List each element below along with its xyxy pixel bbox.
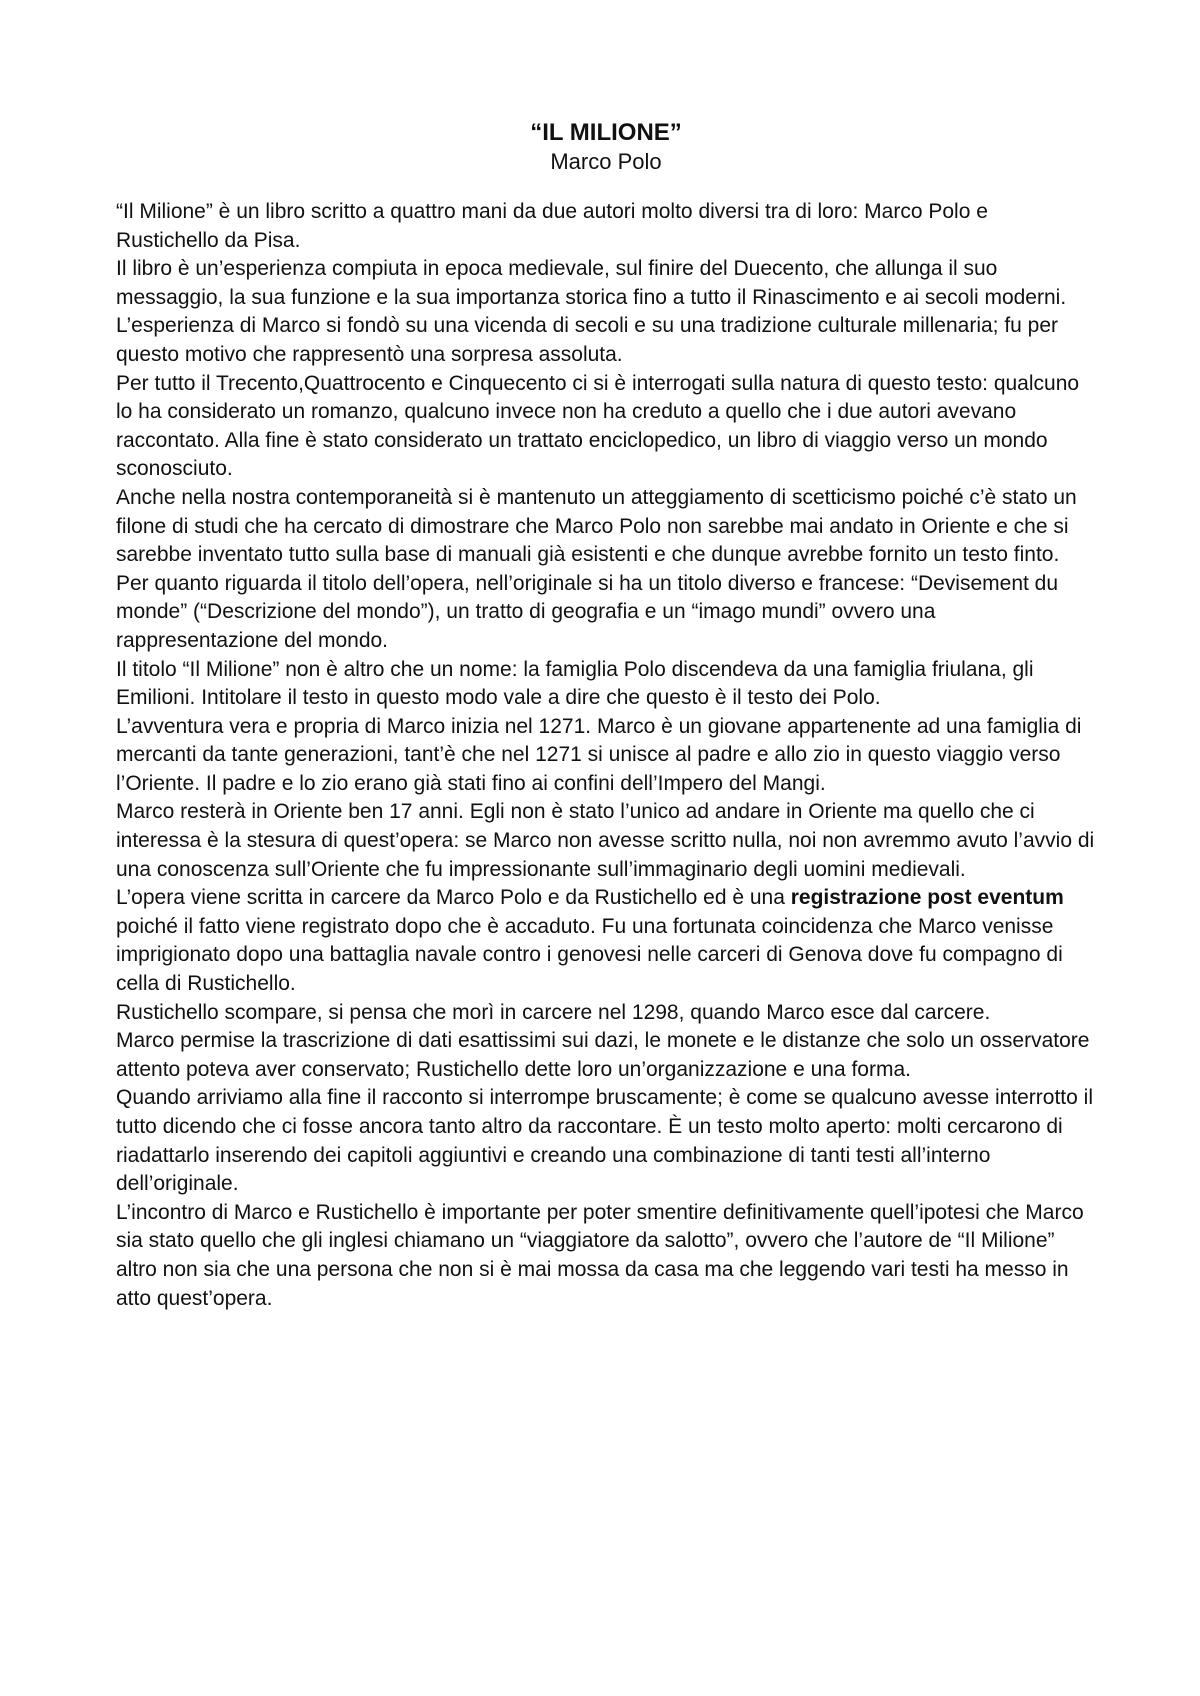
document-author: Marco Polo <box>550 149 662 174</box>
paragraph-with-bold <box>116 884 1096 998</box>
paragraph: Per tutto il Trecento,Quattrocento e Cinquecento ci si è interrogati sulla natura di questo testo: qualcuno lo ha considerato un romanzo, qualcuno invece non ha creduto a quello che i due autori avevano raccontato. Alla fine è stato considerato un trattato enciclopedico, un libro di viaggio verso un mondo sconosciuto. <box>116 371 1080 481</box>
paragraph: L’incontro di Marco e Rustichello è importante per poter smentire definitivamente quell’ipotesi che Marco sia stato quello che gli inglesi chiamano un “viaggiatore da salotto”, ovvero che l’autore de “Il Milione” altro non sia che una persona che non si è mai mossa da casa ma che leggendo vari testi ha messo in atto quest’opera. <box>116 1200 1084 1310</box>
paragraph: “Il Milione” è un libro scritto a quattro mani da due autori molto diversi tra di loro: Marco Polo e Rustichello da Pisa. <box>116 200 988 252</box>
paragraph: Il libro è un’esperienza compiuta in epoca medievale, sul finire del Duecento, che allunga il suo messaggio, la sua funzione e la sua importanza storica fino a tutto il Rinascimento e ai secoli moderni. <box>116 257 1067 309</box>
paragraph: Marco resterà in Oriente ben 17 anni. Egli non è stato l’unico ad andare in Oriente ma quello che ci interessa è la stesura di quest’opera: se Marco non avesse scritto nulla, noi non avremmo avuto l’avvio di una conoscenza sull’Oriente che fu impressionante sull’immaginario degli uomini medievali. <box>116 800 1095 881</box>
paragraph: Rustichello scompare, si pensa che morì in carcere nel 1298, quando Marco esce dal carcere. <box>116 1000 991 1024</box>
document-title: “IL MILIONE” <box>530 119 682 146</box>
paragraph: L’avventura vera e propria di Marco inizia nel 1271. Marco è un giovane appartenente ad una famiglia di mercanti da tante generazioni, tant’è che nel 1271 si unisce al padre e allo zio in questo viaggio verso l’Oriente. Il padre e lo zio erano già stati fino ai confini dell’Impero del Mangi. <box>116 714 1082 795</box>
paragraph: Quando arriviamo alla fine il racconto si interrompe bruscamente; è come se qualcuno avesse interrotto il tutto dicendo che ci fosse ancora tanto altro da raccontare. È un testo molto aperto: molti cercarono di riadattarlo inserendo dei capitoli aggiuntivi e creando una combinazione di tanti testi all’interno dell’originale. <box>116 1086 1093 1196</box>
bold-term: registrazione post eventum <box>790 886 1064 910</box>
paragraph: Il titolo “Il Milione” non è altro che un nome: la famiglia Polo discendeva da una famiglia friulana, gli Emilioni. Intitolare il testo in questo modo vale a dire che questo è il testo dei Polo. <box>116 657 1034 710</box>
paragraph: Anche nella nostra contemporaneità si è mantenuto un atteggiamento di scetticismo poiché c’è stato un filone di studi che ha cercato di dimostrare che Marco Polo non sarebbe mai andato in Oriente e che si sarebbe inventato tutto sulla base di manuali già esistenti e che dunque avrebbe fornito un testo finto. <box>116 485 1077 567</box>
paragraph-text-after: poiché il fatto viene registrato dopo che è accaduto. Fu una fortunata coincidenza che Marco venisse imprigionato dopo una battaglia navale contro i genovesi nelle carceri di Genova dove fu compagno di cella di Rustichello. <box>116 914 1063 996</box>
document-page <box>116 118 1096 1313</box>
paragraph: L’esperienza di Marco si fondò su una vicenda di secoli e su una tradizione culturale millenaria; fu per questo motivo che rappresentò una sorpresa assoluta. <box>116 314 1059 366</box>
paragraph-text-before: L’opera viene scritta in carcere da Marco Polo e da Rustichello ed è una <box>116 886 791 910</box>
paragraph: Marco permise la trascrizione di dati esattissimi sui dazi, le monete e le distanze che solo un osservatore attento poteva aver conservato; Rustichello dette loro un’organizzazione e una forma. <box>116 1029 1090 1081</box>
paragraph: Per quanto riguarda il titolo dell’opera, nell’originale si ha un titolo diverso e francese: “Devisement du monde” (“Descrizione del mondo”), un tratto di geografia e un “imago mundi” ovvero una rappresentazione del mondo. <box>116 571 1059 652</box>
